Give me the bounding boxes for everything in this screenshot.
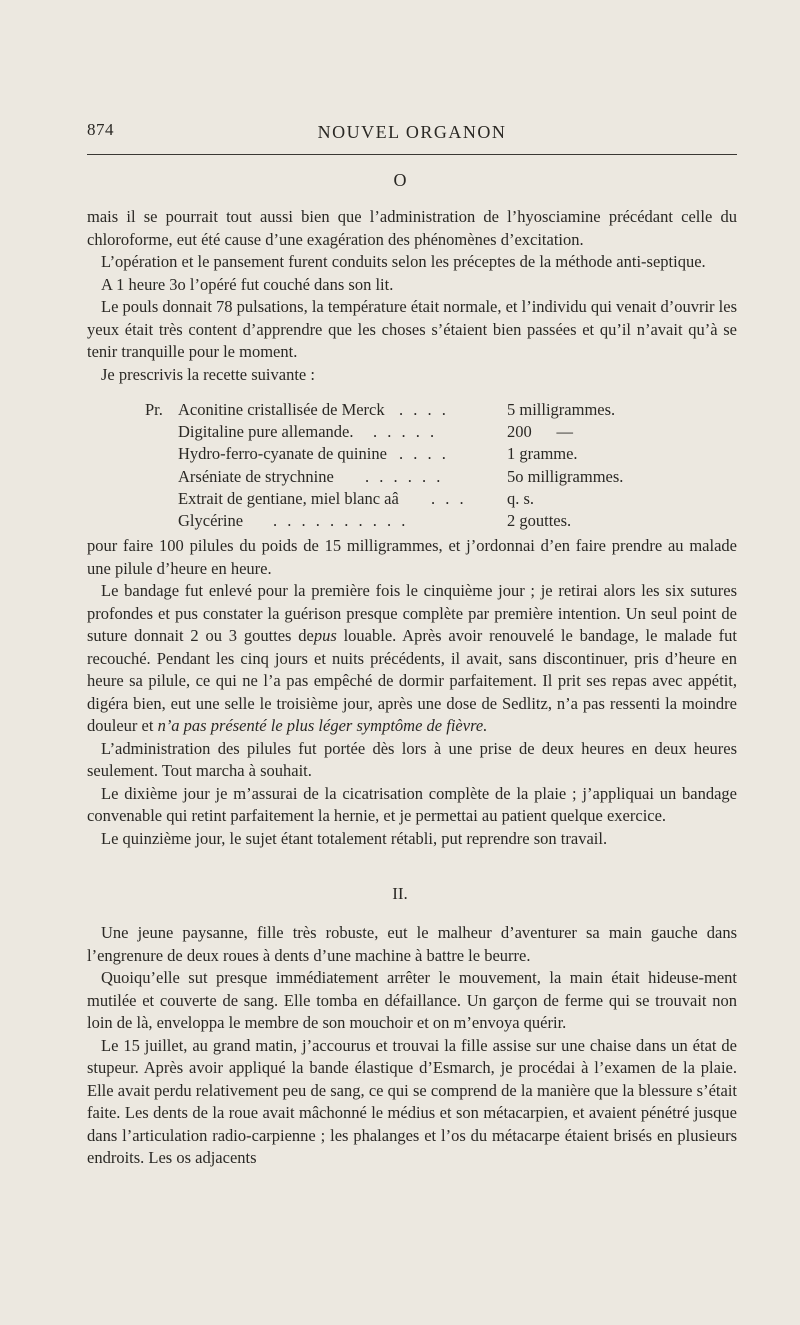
section-heading-roman: II. bbox=[392, 884, 408, 903]
prescription-quantity: 2 gouttes. bbox=[507, 510, 572, 530]
paragraph: mais il se pourrait tout aussi bien que l’administration de l’hyosciamine précédant celle du chloroforme, eut été cause d’une exagération des phénomènes d’excitation. bbox=[87, 207, 737, 249]
paragraph-text: Le bandage fut enlevé pour la première fois le cinquième jour ; je retirai alors les six sutures profondes et pus constater la guérison presque complète par première intention. Un seul point de suture donnait 2 ou 3 gouttes de bbox=[87, 581, 737, 645]
prescription-leader-dots: . . . . bbox=[399, 400, 449, 419]
text-block-middle bbox=[87, 535, 737, 850]
paragraph: Une jeune paysanne, fille très robuste, eut le malheur d’aventurer sa main gauche dans l’engrenure de deux roues à dents d’une machine à battre le beurre. bbox=[87, 923, 737, 965]
prescription-leader-dots: . . . . . . bbox=[365, 466, 444, 486]
paragraph-italic: n’a pas présenté le plus léger symptôme de fièvre. bbox=[157, 716, 488, 735]
paragraph: Quoiqu’elle sut presque immédiatement arrêter le mouvement, la main était hideuse-ment mutilée et couverte de sang. Elle tomba en défaillance. Un garçon de ferme qui se trouvait non loin de là, enveloppa le membre de son mouchoir et on m’envoya quérir. bbox=[87, 968, 737, 1032]
page-number: 874 bbox=[87, 120, 114, 139]
section-heading-letter: O bbox=[393, 170, 407, 190]
prescription-prefix: Pr. bbox=[145, 400, 163, 419]
paragraph: Le pouls donnait 78 pulsations, la température était normale, et l’individu qui venait d’ouvrir les yeux était très content d’apprendre que les choses s’étaient bien passées et qu’il n’avait qu’à se tenir tranquille pour le moment. bbox=[87, 297, 738, 361]
paragraph-italic: pus bbox=[313, 626, 337, 645]
page-header bbox=[87, 120, 737, 155]
prescription-ingredient: Digitaline pure allemande. bbox=[178, 422, 354, 442]
prescription-leader-dots: . . . . . . . . . . bbox=[273, 510, 409, 530]
prescription-leader-dots: . . . . . bbox=[373, 422, 438, 442]
paragraph: pour faire 100 pilules du poids de 15 milligrammes, et j’ordonnai d’en faire prendre au malade une pilule d’heure en heure. bbox=[87, 536, 737, 578]
paragraph bbox=[87, 580, 737, 738]
prescription-row bbox=[145, 421, 665, 443]
prescription-quantity: 200 — bbox=[507, 422, 573, 442]
prescription-ingredient: Aconitine cristallisée de Merck bbox=[178, 400, 385, 419]
text-block-top bbox=[87, 206, 737, 386]
prescription-list bbox=[145, 399, 665, 532]
prescription-row bbox=[145, 466, 665, 488]
prescription-ingredient: Glycérine bbox=[178, 510, 244, 530]
prescription-row bbox=[145, 443, 665, 465]
paragraph: Le 15 juillet, au grand matin, j’accourus et trouvai la fille assise sur une chaise dans un état de stupeur. Après avoir appliqué la bande élastique d’Esmarch, je procédai à l’examen de la plaie. Elle avait perdu relativement peu de sang, ce qui se comprend de la manière que la blessure s’était faite. Les dents de la roue avait mâchonné le médius et son métacarpien, et avaient pénétré jusque dans l’articulation radio-carpienne ; les phalanges et l’os du métacarpe étaient brisés en plusieurs endroits. Les os adjacents bbox=[87, 1035, 737, 1167]
prescription-quantity: 5o milligrammes. bbox=[507, 466, 624, 486]
prescription-ingredient: Extrait de gentiane, miel blanc aâ bbox=[178, 488, 399, 508]
prescription-quantity: q. s. bbox=[507, 488, 535, 508]
prescription-row bbox=[145, 510, 665, 532]
paragraph: Je prescrivis la recette suivante : bbox=[101, 364, 315, 384]
prescription-ingredient: Hydro-ferro-cyanate de quinine bbox=[178, 444, 387, 464]
text-block-bottom bbox=[87, 922, 737, 1170]
prescription-ingredient: Arséniate de strychnine bbox=[178, 466, 334, 486]
prescription-row bbox=[145, 399, 665, 421]
running-head: NOUVEL ORGANON bbox=[317, 122, 507, 142]
paragraph: Le quinzième jour, le sujet étant totalement rétabli, put reprendre son travail. bbox=[101, 828, 608, 848]
prescription-quantity: 1 gramme. bbox=[507, 444, 578, 464]
paragraph: L’administration des pilules fut portée dès lors à une prise de deux heures en deux heures seulement. Tout marcha à souhait. bbox=[87, 738, 737, 780]
paragraph: Le dixième jour je m’assurai de la cicatrisation complète de la plaie ; j’appliquai un bandage convenable qui retint parfaitement la hernie, et je permettai au patient quelque exercice. bbox=[87, 783, 737, 825]
paragraph: A 1 heure 3o l’opéré fut couché dans son lit. bbox=[101, 274, 394, 294]
prescription-row bbox=[145, 488, 665, 510]
paragraph-text: louable. Après avoir renouvelé le bandage, le malade fut recouché. Pendant les cinq jours et nuits précédents, il avait, sans discontinuer, pris d’heure en heure sa pilule, ce qui ne l’a pas empêché de dormir parfaitement. Il prit ses repas avec appétit, digéra bien, eut une selle le troisième jour, après une dose de Sedlitz, n’a pas ressenti la moindre douleur et bbox=[87, 626, 737, 735]
prescription-leader-dots: . . . bbox=[431, 488, 467, 508]
prescription-leader-dots: . . . . bbox=[399, 444, 449, 464]
paragraph: L’opération et le pansement furent conduits selon les préceptes de la méthode anti-septique. bbox=[101, 252, 706, 271]
prescription-quantity: 5 milligrammes. bbox=[507, 400, 616, 419]
